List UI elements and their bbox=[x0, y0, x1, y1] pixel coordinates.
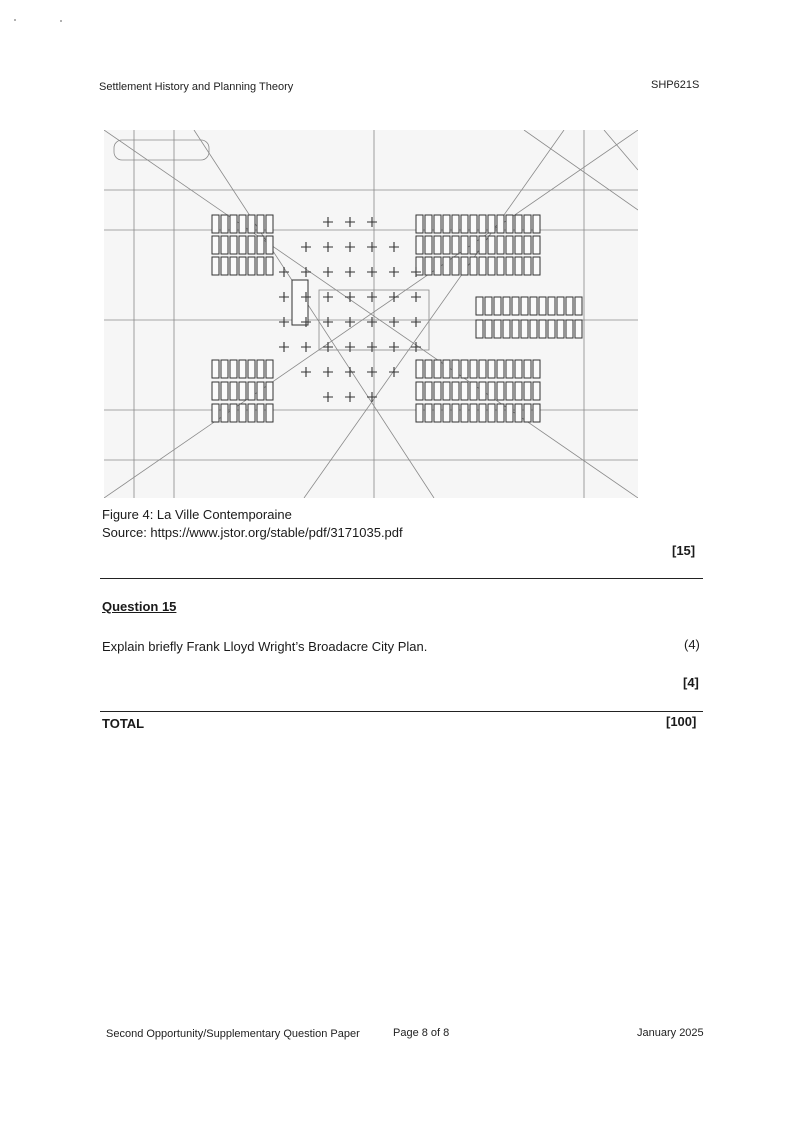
plan-housing-block bbox=[425, 257, 432, 275]
scan-speck bbox=[60, 20, 62, 22]
plan-housing-block bbox=[479, 236, 486, 254]
plan-housing-block bbox=[416, 215, 423, 233]
footer-paper-title: Second Opportunity/Supplementary Question Paper bbox=[106, 1028, 360, 1040]
plan-housing-block bbox=[470, 382, 477, 400]
plan-housing-block bbox=[434, 257, 441, 275]
plan-housing-block bbox=[488, 360, 495, 378]
plan-housing-block bbox=[476, 320, 483, 338]
plan-housing-block bbox=[515, 236, 522, 254]
plan-housing-block bbox=[470, 236, 477, 254]
plan-housing-block bbox=[248, 257, 255, 275]
plan-housing-block bbox=[521, 297, 528, 315]
plan-housing-block bbox=[266, 257, 273, 275]
plan-housing-block bbox=[524, 215, 531, 233]
plan-housing-block bbox=[452, 404, 459, 422]
plan-housing-block bbox=[248, 382, 255, 400]
plan-housing-block bbox=[479, 257, 486, 275]
plan-housing-block bbox=[434, 382, 441, 400]
plan-housing-block bbox=[497, 382, 504, 400]
plan-housing-block bbox=[506, 404, 513, 422]
plan-housing-block bbox=[212, 236, 219, 254]
plan-housing-block bbox=[212, 382, 219, 400]
plan-housing-block bbox=[443, 360, 450, 378]
plan-housing-block bbox=[230, 257, 237, 275]
plan-housing-block bbox=[548, 320, 555, 338]
plan-housing-block bbox=[212, 257, 219, 275]
plan-housing-block bbox=[452, 257, 459, 275]
scan-speck bbox=[14, 19, 16, 21]
plan-housing-block bbox=[443, 404, 450, 422]
question-15-total-marks: [4] bbox=[683, 675, 699, 690]
plan-housing-block bbox=[239, 236, 246, 254]
plan-housing-block bbox=[239, 404, 246, 422]
plan-housing-block bbox=[230, 215, 237, 233]
plan-housing-block bbox=[425, 360, 432, 378]
plan-housing-block bbox=[524, 236, 531, 254]
plan-housing-block bbox=[452, 236, 459, 254]
plan-housing-block bbox=[461, 360, 468, 378]
course-title: Settlement History and Planning Theory bbox=[99, 81, 294, 93]
plan-housing-block bbox=[461, 382, 468, 400]
plan-housing-block bbox=[470, 360, 477, 378]
plan-housing-block bbox=[479, 404, 486, 422]
plan-housing-block bbox=[257, 215, 264, 233]
plan-housing-block bbox=[221, 404, 228, 422]
plan-housing-block bbox=[257, 382, 264, 400]
plan-housing-block bbox=[503, 320, 510, 338]
plan-housing-block bbox=[266, 215, 273, 233]
plan-housing-block bbox=[530, 320, 537, 338]
plan-housing-block bbox=[533, 236, 540, 254]
plan-housing-block bbox=[221, 215, 228, 233]
plan-housing-block bbox=[494, 297, 501, 315]
plan-housing-block bbox=[248, 360, 255, 378]
plan-housing-block bbox=[221, 257, 228, 275]
plan-housing-block bbox=[212, 360, 219, 378]
plan-housing-block bbox=[416, 360, 423, 378]
footer-date: January 2025 bbox=[637, 1027, 704, 1039]
figure-total-marks: [15] bbox=[672, 543, 696, 558]
plan-housing-block bbox=[221, 236, 228, 254]
plan-housing-block bbox=[566, 320, 573, 338]
plan-housing-block bbox=[515, 382, 522, 400]
plan-housing-block bbox=[425, 215, 432, 233]
plan-housing-block bbox=[506, 360, 513, 378]
plan-housing-block bbox=[557, 320, 564, 338]
plan-housing-block bbox=[476, 297, 483, 315]
course-code: SHP621S bbox=[651, 79, 700, 91]
plan-housing-block bbox=[416, 404, 423, 422]
plan-housing-block bbox=[443, 382, 450, 400]
plan-housing-block bbox=[506, 257, 513, 275]
plan-housing-block bbox=[533, 382, 540, 400]
plan-housing-block bbox=[266, 382, 273, 400]
plan-housing-block bbox=[497, 236, 504, 254]
footer-page-number: Page 8 of 8 bbox=[393, 1027, 450, 1039]
plan-housing-block bbox=[212, 404, 219, 422]
figure-source: Source: https://www.jstor.org/stable/pdf/3171035.pdf bbox=[102, 525, 403, 540]
plan-housing-block bbox=[443, 215, 450, 233]
plan-housing-block bbox=[443, 257, 450, 275]
plan-housing-block bbox=[530, 297, 537, 315]
plan-housing-block bbox=[524, 404, 531, 422]
question-15-marks: (4) bbox=[684, 637, 700, 652]
plan-housing-block bbox=[485, 320, 492, 338]
plan-housing-block bbox=[434, 360, 441, 378]
plan-housing-block bbox=[533, 404, 540, 422]
plan-housing-block bbox=[548, 297, 555, 315]
plan-housing-block bbox=[539, 297, 546, 315]
plan-housing-block bbox=[506, 382, 513, 400]
question-15-heading: Question 15 bbox=[102, 599, 177, 614]
total-divider bbox=[100, 711, 703, 712]
section-divider bbox=[100, 578, 703, 579]
plan-housing-block bbox=[461, 215, 468, 233]
plan-housing-block bbox=[248, 404, 255, 422]
plan-housing-block bbox=[230, 360, 237, 378]
plan-housing-block bbox=[497, 404, 504, 422]
plan-housing-block bbox=[497, 360, 504, 378]
plan-housing-block bbox=[239, 360, 246, 378]
plan-housing-block bbox=[539, 320, 546, 338]
plan-housing-block bbox=[257, 404, 264, 422]
plan-housing-block bbox=[425, 404, 432, 422]
plan-housing-block bbox=[221, 382, 228, 400]
plan-housing-block bbox=[497, 257, 504, 275]
plan-housing-block bbox=[212, 215, 219, 233]
plan-housing-block bbox=[521, 320, 528, 338]
plan-housing-block bbox=[479, 360, 486, 378]
plan-housing-block bbox=[524, 360, 531, 378]
plan-housing-block bbox=[257, 257, 264, 275]
plan-housing-block bbox=[533, 257, 540, 275]
plan-housing-block bbox=[515, 257, 522, 275]
plan-housing-block bbox=[257, 360, 264, 378]
plan-housing-block bbox=[494, 320, 501, 338]
plan-housing-block bbox=[515, 215, 522, 233]
plan-housing-block bbox=[434, 404, 441, 422]
plan-housing-block bbox=[230, 404, 237, 422]
plan-housing-block bbox=[266, 360, 273, 378]
plan-housing-block bbox=[461, 404, 468, 422]
plan-housing-block bbox=[506, 236, 513, 254]
question-15-text: Explain briefly Frank Lloyd Wright’s Broadacre City Plan. bbox=[102, 639, 428, 654]
plan-housing-block bbox=[434, 236, 441, 254]
plan-housing-block bbox=[470, 404, 477, 422]
plan-housing-block bbox=[425, 382, 432, 400]
plan-housing-block bbox=[461, 236, 468, 254]
plan-housing-block bbox=[266, 236, 273, 254]
plan-housing-block bbox=[503, 297, 510, 315]
plan-housing-block bbox=[230, 236, 237, 254]
la-ville-contemporaine-plan-figure bbox=[104, 130, 638, 498]
plan-housing-block bbox=[488, 257, 495, 275]
total-label: TOTAL bbox=[102, 716, 145, 731]
plan-housing-block bbox=[512, 297, 519, 315]
plan-housing-block bbox=[557, 297, 564, 315]
plan-housing-block bbox=[416, 236, 423, 254]
plan-housing-block bbox=[485, 297, 492, 315]
plan-housing-block bbox=[497, 215, 504, 233]
plan-housing-block bbox=[425, 236, 432, 254]
plan-housing-block bbox=[566, 297, 573, 315]
plan-housing-block bbox=[575, 297, 582, 315]
plan-housing-block bbox=[443, 236, 450, 254]
plan-housing-block bbox=[515, 404, 522, 422]
plan-housing-block bbox=[248, 215, 255, 233]
plan-housing-block bbox=[575, 320, 582, 338]
plan-housing-block bbox=[266, 404, 273, 422]
plan-housing-block bbox=[230, 382, 237, 400]
figure-caption: Figure 4: La Ville Contemporaine bbox=[102, 507, 292, 522]
plan-housing-block bbox=[506, 215, 513, 233]
plan-housing-block bbox=[221, 360, 228, 378]
plan-housing-block bbox=[533, 360, 540, 378]
plan-housing-block bbox=[512, 320, 519, 338]
plan-housing-block bbox=[488, 215, 495, 233]
plan-housing-block bbox=[524, 257, 531, 275]
plan-housing-block bbox=[488, 236, 495, 254]
plan-housing-block bbox=[461, 257, 468, 275]
plan-housing-block bbox=[239, 215, 246, 233]
plan-housing-block bbox=[239, 257, 246, 275]
plan-housing-block bbox=[533, 215, 540, 233]
plan-housing-block bbox=[452, 382, 459, 400]
plan-housing-block bbox=[470, 215, 477, 233]
plan-housing-block bbox=[479, 215, 486, 233]
plan-housing-block bbox=[248, 236, 255, 254]
plan-housing-block bbox=[434, 215, 441, 233]
plan-housing-block bbox=[416, 382, 423, 400]
plan-housing-block bbox=[470, 257, 477, 275]
plan-housing-block bbox=[488, 382, 495, 400]
plan-housing-block bbox=[239, 382, 246, 400]
total-marks: [100] bbox=[666, 714, 697, 729]
plan-housing-block bbox=[524, 382, 531, 400]
plan-housing-block bbox=[488, 404, 495, 422]
plan-housing-block bbox=[452, 360, 459, 378]
plan-housing-block bbox=[479, 382, 486, 400]
plan-housing-block bbox=[452, 215, 459, 233]
plan-housing-block bbox=[257, 236, 264, 254]
plan-housing-block bbox=[515, 360, 522, 378]
